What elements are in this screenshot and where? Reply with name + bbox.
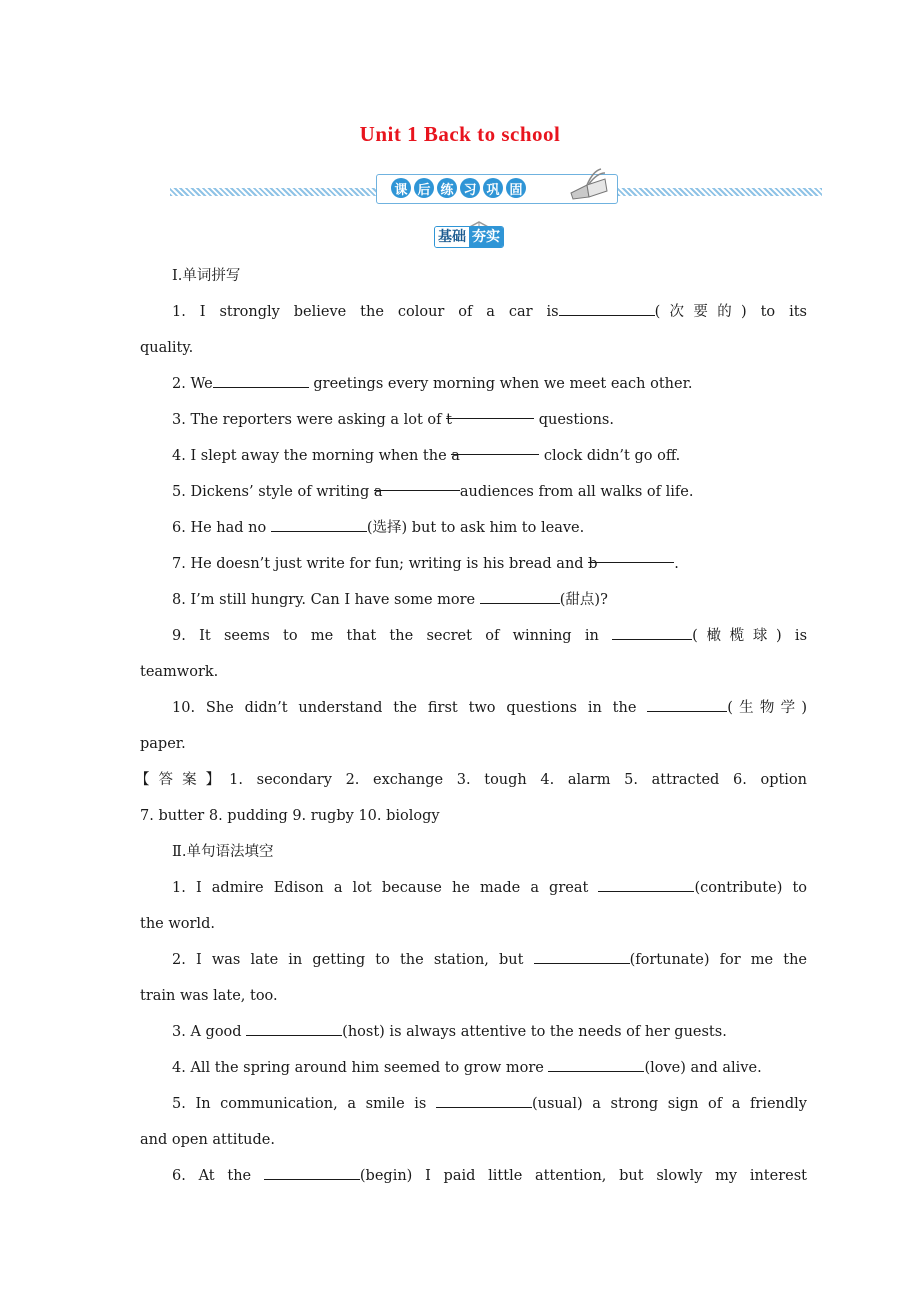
- banner-char: 后: [414, 178, 434, 198]
- answer-blank[interactable]: t: [446, 402, 534, 419]
- banner-char: 练: [437, 178, 457, 198]
- question-continuation: paper.: [140, 736, 186, 752]
- section-heading: Ⅱ.单句语法填空: [172, 844, 274, 860]
- exercise-content: [135, 258, 808, 1194]
- question-continuation: teamwork.: [140, 664, 219, 680]
- badge-label-highlight: 夯实: [469, 227, 503, 247]
- question-item: 2. I was late in getting to the station, but (fortunate) for me the: [140, 942, 807, 978]
- question-item: 2. We greetings every morning when we meet each other.: [140, 366, 807, 402]
- question-item: 5. Dickens’ style of writing a audiences from all walks of life.: [140, 474, 807, 510]
- question-item: 4. All the spring around him seemed to grow more (love) and alive.: [140, 1050, 807, 1086]
- answer-blank[interactable]: [213, 371, 309, 388]
- answer-blank[interactable]: [548, 1055, 644, 1072]
- answer-blank[interactable]: [436, 1091, 532, 1108]
- banner-char: 习: [460, 178, 480, 198]
- banner-char: 巩: [483, 178, 503, 198]
- question-item: 3. A good (host) is always attentive to the needs of her guests.: [140, 1014, 807, 1050]
- question-item: 3. The reporters were asking a lot of t questions.: [140, 402, 807, 438]
- answer-blank[interactable]: [246, 1019, 342, 1036]
- banner-stripe-left: [170, 188, 378, 196]
- question-item: 9. It seems to me that the secret of winning in (橄榄球) is: [140, 618, 807, 654]
- answer-blank[interactable]: [559, 299, 655, 316]
- question-item: 4. I slept away the morning when the a clock didn’t go off.: [140, 438, 807, 474]
- section-heading: Ⅰ.单词拼写: [172, 268, 241, 284]
- question-item: 6. He had no (选择) but to ask him to leave.: [140, 510, 807, 546]
- question-item: 6. At the (begin) I paid little attention, but slowly my interest: [140, 1158, 807, 1194]
- answer-blank[interactable]: [647, 695, 727, 712]
- answer-blank[interactable]: [598, 875, 694, 892]
- question-item: 8. I’m still hungry. Can I have some more (甜点)?: [140, 582, 807, 618]
- question-continuation: and open attitude.: [140, 1132, 275, 1148]
- banner-title-box: [376, 174, 618, 204]
- banner-char: 课: [391, 178, 411, 198]
- question-item: 7. He doesn’t just write for fun; writing is his bread and b .: [140, 546, 807, 582]
- banner-char: 固: [506, 178, 526, 198]
- banner-stripe-right: [618, 188, 822, 196]
- answer-blank[interactable]: [480, 587, 560, 604]
- answer-blank[interactable]: [612, 623, 692, 640]
- answer-blank[interactable]: [271, 515, 367, 532]
- answer-blank[interactable]: b: [588, 546, 674, 563]
- question-continuation: the world.: [140, 916, 215, 932]
- answer-blank[interactable]: [264, 1163, 360, 1180]
- question-item: 1. I strongly believe the colour of a car is (次要的) to its: [140, 294, 807, 330]
- question-continuation: train was late, too.: [140, 988, 278, 1004]
- answer-key: 【答案】1. secondary 2. exchange 3. tough 4. alarm 5. attracted 6. option: [135, 772, 808, 788]
- page-title: Unit 1 Back to school: [359, 122, 561, 146]
- answer-blank[interactable]: [534, 947, 630, 964]
- question-item: 10. She didn’t understand the first two questions in the (生物学): [140, 690, 807, 726]
- open-book-icon: [567, 167, 611, 201]
- question-item: 5. In communication, a smile is (usual) a strong sign of a friendly: [140, 1086, 807, 1122]
- section-banner: [170, 168, 822, 204]
- level-badge: [434, 218, 524, 248]
- answer-label: 【答案】: [135, 772, 230, 788]
- question-continuation: quality.: [140, 340, 194, 356]
- answer-key-continuation: 7. butter 8. pudding 9. rugby 10. biology: [140, 808, 440, 824]
- answer-blank[interactable]: a: [374, 474, 460, 491]
- answer-blank[interactable]: a: [451, 438, 539, 455]
- question-item: 1. I admire Edison a lot because he made a great (contribute) to: [140, 870, 807, 906]
- badge-label: 基础: [435, 227, 469, 247]
